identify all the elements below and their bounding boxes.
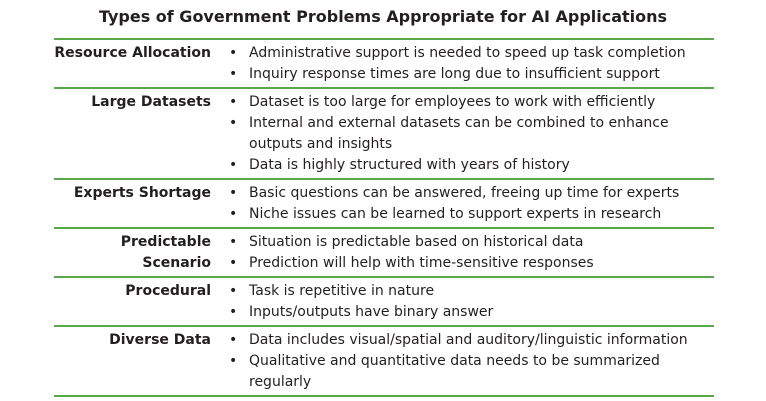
list-item-text: Data includes visual/spatial and auditory/linguistic information — [249, 332, 688, 348]
table-row-experts-shortage — [54, 180, 714, 229]
list-item-text: Administrative support is needed to speed up task completion — [249, 45, 686, 61]
bullet-list — [229, 92, 714, 176]
bullet-list — [229, 330, 714, 393]
list-item — [229, 253, 714, 274]
bullet-icon: • — [229, 94, 238, 110]
bullet-list — [229, 183, 714, 225]
bullet-list — [229, 232, 714, 274]
problem-types-table — [54, 38, 714, 397]
list-item — [229, 113, 714, 155]
bullet-icon: • — [229, 157, 238, 173]
bullet-icon: • — [229, 45, 238, 61]
row-category: Resource Allocation — [54, 45, 211, 61]
row-category: Large Datasets — [91, 94, 211, 110]
bullet-list — [229, 43, 714, 85]
list-item-text: Inputs/outputs have binary answer — [249, 304, 494, 320]
list-item-text: Prediction will help with time-sensitive responses — [249, 255, 594, 271]
table-row-large-datasets — [54, 89, 714, 180]
row-category: Procedural — [125, 283, 211, 299]
bullet-icon: • — [229, 206, 238, 222]
list-item-text: Dataset is too large for employees to work with efficiently — [249, 94, 656, 110]
row-category: Experts Shortage — [73, 185, 211, 201]
row-category: Predictable Scenario — [120, 234, 211, 271]
list-item-text: Inquiry response times are long due to insufficient support — [249, 66, 660, 82]
page-title: Types of Government Problems Appropriate for AI Applications — [98, 7, 668, 26]
list-item — [229, 183, 714, 204]
bullet-list — [229, 281, 714, 323]
bullet-icon: • — [229, 304, 238, 320]
table-row-predictable-scenario — [54, 229, 714, 278]
list-item-text: Niche issues can be learned to support experts in research — [249, 206, 662, 222]
list-item — [229, 330, 714, 351]
bullet-icon: • — [229, 234, 238, 250]
list-item-text: Data is highly structured with years of history — [249, 157, 570, 173]
table-row-diverse-data — [54, 327, 714, 397]
table-row-procedural — [54, 278, 714, 327]
bullet-icon: • — [229, 332, 238, 348]
list-item — [229, 232, 714, 253]
list-item — [229, 43, 714, 64]
list-item-text: Qualitative and quantitative data needs to be summarized regularly — [249, 353, 660, 390]
list-item — [229, 281, 714, 302]
bullet-icon: • — [229, 283, 238, 299]
list-item-text: Basic questions can be answered, freeing up time for experts — [249, 185, 680, 201]
list-item-text: Situation is predictable based on historical data — [249, 234, 584, 250]
list-item-text: Internal and external datasets can be combined to enhance outputs and insights — [249, 115, 669, 152]
list-item-text: Task is repetitive in nature — [249, 283, 435, 299]
list-item — [229, 302, 714, 323]
list-item — [229, 92, 714, 113]
list-item — [229, 351, 714, 393]
table-row-resource-allocation — [54, 40, 714, 89]
bullet-icon: • — [229, 255, 238, 271]
bullet-icon: • — [229, 66, 238, 82]
list-item — [229, 64, 714, 85]
row-category: Diverse Data — [109, 332, 211, 348]
bullet-icon: • — [229, 185, 238, 201]
list-item — [229, 155, 714, 176]
list-item — [229, 204, 714, 225]
bullet-icon: • — [229, 353, 238, 369]
bullet-icon: • — [229, 115, 238, 131]
